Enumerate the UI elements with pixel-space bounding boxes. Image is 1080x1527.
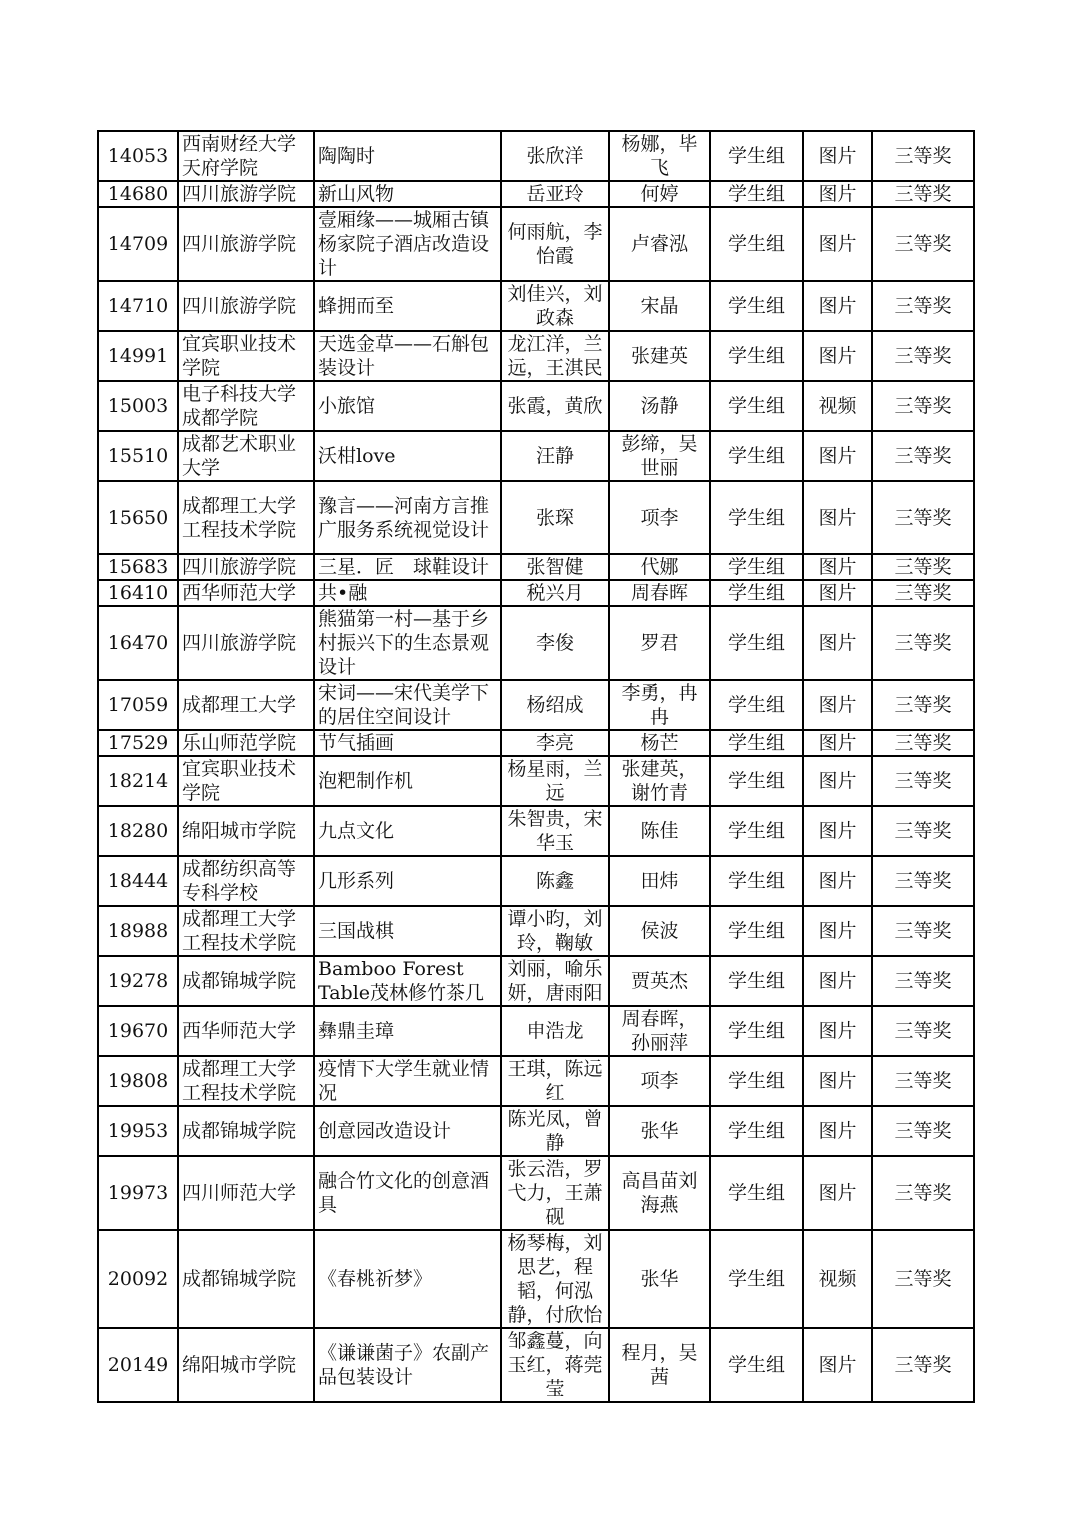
work-title-cell: 创意园改造设计	[314, 1106, 501, 1156]
work-title-cell: 宋词——宋代美学下的居住空间设计	[314, 680, 501, 730]
author-names-cell: 杨绍成	[501, 680, 609, 730]
school-name-cell: 成都锦城学院	[178, 1230, 314, 1328]
school-name-cell: 成都理工大学工程技术学院	[178, 906, 314, 956]
school-name-cell: 四川旅游学院	[178, 281, 314, 331]
award-level-cell: 三等奖	[872, 1156, 974, 1230]
award-level-cell: 三等奖	[872, 1056, 974, 1106]
entry-id-cell: 19953	[98, 1106, 178, 1156]
award-level-cell: 三等奖	[872, 580, 974, 606]
group-category-cell: 学生组	[710, 806, 803, 856]
group-category-cell: 学生组	[710, 1006, 803, 1056]
work-title-cell: 节气插画	[314, 730, 501, 756]
group-category-cell: 学生组	[710, 906, 803, 956]
advisor-names-cell: 何婷	[609, 181, 710, 207]
entry-id-cell: 17059	[98, 680, 178, 730]
author-names-cell: 张智健	[501, 554, 609, 580]
author-names-cell: 朱智贵，宋华玉	[501, 806, 609, 856]
school-name-cell: 四川旅游学院	[178, 181, 314, 207]
author-names-cell: 刘丽，喻乐妍，唐雨阳	[501, 956, 609, 1006]
group-category-cell: 学生组	[710, 181, 803, 207]
author-names-cell: 张欣洋	[501, 131, 609, 181]
school-name-cell: 绵阳城市学院	[178, 1328, 314, 1402]
work-type-cell: 图片	[803, 207, 872, 281]
award-level-cell: 三等奖	[872, 680, 974, 730]
school-name-cell: 成都理工大学工程技术学院	[178, 1056, 314, 1106]
group-category-cell: 学生组	[710, 554, 803, 580]
entry-id-cell: 14709	[98, 207, 178, 281]
entry-id-cell: 19973	[98, 1156, 178, 1230]
school-name-cell: 成都理工大学	[178, 680, 314, 730]
entry-id-cell: 20092	[98, 1230, 178, 1328]
award-level-cell: 三等奖	[872, 481, 974, 554]
author-names-cell: 陈鑫	[501, 856, 609, 906]
entry-id-cell: 20149	[98, 1328, 178, 1402]
work-title-cell: 新山风物	[314, 181, 501, 207]
work-title-cell: Bamboo Forest Table茂林修竹茶几	[314, 956, 501, 1006]
author-names-cell: 何雨航，李怡霞	[501, 207, 609, 281]
work-type-cell: 图片	[803, 606, 872, 680]
table-row	[98, 680, 974, 730]
group-category-cell: 学生组	[710, 580, 803, 606]
award-level-cell: 三等奖	[872, 856, 974, 906]
entry-id-cell: 14991	[98, 331, 178, 381]
work-type-cell: 图片	[803, 730, 872, 756]
school-name-cell: 西华师范大学	[178, 1006, 314, 1056]
work-title-cell: 蜂拥而至	[314, 281, 501, 331]
group-category-cell: 学生组	[710, 1106, 803, 1156]
entry-id-cell: 15003	[98, 381, 178, 431]
entry-id-cell: 14680	[98, 181, 178, 207]
author-names-cell: 陈光凤，曾静	[501, 1106, 609, 1156]
entry-id-cell: 15650	[98, 481, 178, 554]
author-names-cell: 刘佳兴，刘政森	[501, 281, 609, 331]
entry-id-cell: 19278	[98, 956, 178, 1006]
author-names-cell: 李亮	[501, 730, 609, 756]
work-title-cell: 陶陶时	[314, 131, 501, 181]
group-category-cell: 学生组	[710, 680, 803, 730]
work-type-cell: 图片	[803, 806, 872, 856]
school-name-cell: 成都纺织高等专科学校	[178, 856, 314, 906]
table-row	[98, 207, 974, 281]
entry-id-cell: 19808	[98, 1056, 178, 1106]
award-table-body	[98, 131, 974, 1402]
work-type-cell: 图片	[803, 181, 872, 207]
group-category-cell: 学生组	[710, 756, 803, 806]
work-title-cell: 壹厢缘——城厢古镇杨家院子酒店改造设计	[314, 207, 501, 281]
author-names-cell: 张云浩，罗弋力，王萧砚	[501, 1156, 609, 1230]
award-level-cell: 三等奖	[872, 131, 974, 181]
advisor-names-cell: 杨芒	[609, 730, 710, 756]
work-type-cell: 图片	[803, 1056, 872, 1106]
advisor-names-cell: 贾英杰	[609, 956, 710, 1006]
table-row	[98, 481, 974, 554]
group-category-cell: 学生组	[710, 1328, 803, 1402]
work-type-cell: 图片	[803, 680, 872, 730]
entry-id-cell: 14710	[98, 281, 178, 331]
work-type-cell: 图片	[803, 956, 872, 1006]
table-row	[98, 856, 974, 906]
award-level-cell: 三等奖	[872, 1230, 974, 1328]
table-row	[98, 806, 974, 856]
author-names-cell: 税兴月	[501, 580, 609, 606]
work-title-cell: 沃柑love	[314, 431, 501, 481]
table-row	[98, 1006, 974, 1056]
entry-id-cell: 15683	[98, 554, 178, 580]
entry-id-cell: 17529	[98, 730, 178, 756]
group-category-cell: 学生组	[710, 207, 803, 281]
work-type-cell: 图片	[803, 554, 872, 580]
author-names-cell: 申浩龙	[501, 1006, 609, 1056]
school-name-cell: 乐山师范学院	[178, 730, 314, 756]
table-row	[98, 381, 974, 431]
work-title-cell: 几形系列	[314, 856, 501, 906]
author-names-cell: 岳亚玲	[501, 181, 609, 207]
entry-id-cell: 19670	[98, 1006, 178, 1056]
work-type-cell: 图片	[803, 281, 872, 331]
group-category-cell: 学生组	[710, 331, 803, 381]
advisor-names-cell: 杨娜，毕飞	[609, 131, 710, 181]
author-names-cell: 汪静	[501, 431, 609, 481]
award-level-cell: 三等奖	[872, 381, 974, 431]
advisor-names-cell: 周春晖	[609, 580, 710, 606]
table-row	[98, 1106, 974, 1156]
school-name-cell: 四川旅游学院	[178, 606, 314, 680]
work-type-cell: 图片	[803, 1156, 872, 1230]
table-row	[98, 1328, 974, 1402]
award-level-cell: 三等奖	[872, 806, 974, 856]
group-category-cell: 学生组	[710, 381, 803, 431]
table-row	[98, 730, 974, 756]
work-type-cell: 图片	[803, 906, 872, 956]
school-name-cell: 成都锦城学院	[178, 1106, 314, 1156]
award-level-cell: 三等奖	[872, 207, 974, 281]
work-title-cell: 豫言——河南方言推广服务系统视觉设计	[314, 481, 501, 554]
table-row	[98, 580, 974, 606]
school-name-cell: 成都锦城学院	[178, 956, 314, 1006]
advisor-names-cell: 彭缔，吴世丽	[609, 431, 710, 481]
work-type-cell: 图片	[803, 856, 872, 906]
table-row	[98, 606, 974, 680]
entry-id-cell: 15510	[98, 431, 178, 481]
group-category-cell: 学生组	[710, 606, 803, 680]
work-title-cell: 熊猫第一村—基于乡村振兴下的生态景观设计	[314, 606, 501, 680]
advisor-names-cell: 周春晖，孙丽萍	[609, 1006, 710, 1056]
award-level-cell: 三等奖	[872, 1006, 974, 1056]
award-level-cell: 三等奖	[872, 1106, 974, 1156]
table-row	[98, 181, 974, 207]
school-name-cell: 电子科技大学成都学院	[178, 381, 314, 431]
table-row	[98, 1056, 974, 1106]
table-row	[98, 956, 974, 1006]
group-category-cell: 学生组	[710, 281, 803, 331]
author-names-cell: 张琛	[501, 481, 609, 554]
award-level-cell: 三等奖	[872, 1328, 974, 1402]
work-type-cell: 视频	[803, 1230, 872, 1328]
work-title-cell: 共•融	[314, 580, 501, 606]
table-row	[98, 131, 974, 181]
work-type-cell: 图片	[803, 1106, 872, 1156]
award-level-cell: 三等奖	[872, 606, 974, 680]
author-names-cell: 杨琴梅，刘思艺，程韬，何泓静，付欣怡	[501, 1230, 609, 1328]
work-type-cell: 图片	[803, 580, 872, 606]
advisor-names-cell: 项李	[609, 1056, 710, 1106]
advisor-names-cell: 罗君	[609, 606, 710, 680]
author-names-cell: 邹鑫蔓，向玉红，蒋莞莹	[501, 1328, 609, 1402]
work-title-cell: 小旅馆	[314, 381, 501, 431]
author-names-cell: 张霞，黄欣	[501, 381, 609, 431]
award-level-cell: 三等奖	[872, 181, 974, 207]
group-category-cell: 学生组	[710, 856, 803, 906]
school-name-cell: 宜宾职业技术学院	[178, 756, 314, 806]
work-title-cell: 天选金草——石斛包装设计	[314, 331, 501, 381]
author-names-cell: 杨星雨，兰远	[501, 756, 609, 806]
author-names-cell: 龙江洋，兰远，王淇民	[501, 331, 609, 381]
work-title-cell: 九点文化	[314, 806, 501, 856]
group-category-cell: 学生组	[710, 1230, 803, 1328]
group-category-cell: 学生组	[710, 481, 803, 554]
table-row	[98, 1230, 974, 1328]
group-category-cell: 学生组	[710, 131, 803, 181]
advisor-names-cell: 陈佳	[609, 806, 710, 856]
advisor-names-cell: 卢睿泓	[609, 207, 710, 281]
entry-id-cell: 16410	[98, 580, 178, 606]
school-name-cell: 四川旅游学院	[178, 554, 314, 580]
entry-id-cell: 18280	[98, 806, 178, 856]
award-level-cell: 三等奖	[872, 554, 974, 580]
work-type-cell: 图片	[803, 431, 872, 481]
advisor-names-cell: 张建英，谢竹青	[609, 756, 710, 806]
work-type-cell: 视频	[803, 381, 872, 431]
table-row	[98, 331, 974, 381]
work-title-cell: 疫情下大学生就业情况	[314, 1056, 501, 1106]
work-type-cell: 图片	[803, 481, 872, 554]
table-row	[98, 906, 974, 956]
work-title-cell: 融合竹文化的创意酒具	[314, 1156, 501, 1230]
author-names-cell: 王琪，陈远红	[501, 1056, 609, 1106]
entry-id-cell: 14053	[98, 131, 178, 181]
work-title-cell: 彝鼎圭璋	[314, 1006, 501, 1056]
work-title-cell: 《谦谦菌子》农副产品包装设计	[314, 1328, 501, 1402]
group-category-cell: 学生组	[710, 431, 803, 481]
advisor-names-cell: 汤静	[609, 381, 710, 431]
award-level-cell: 三等奖	[872, 756, 974, 806]
school-name-cell: 四川旅游学院	[178, 207, 314, 281]
school-name-cell: 成都艺术职业大学	[178, 431, 314, 481]
advisor-names-cell: 李勇，冉冉	[609, 680, 710, 730]
school-name-cell: 西南财经大学天府学院	[178, 131, 314, 181]
group-category-cell: 学生组	[710, 1056, 803, 1106]
work-title-cell: 《春桃祈梦》	[314, 1230, 501, 1328]
work-type-cell: 图片	[803, 131, 872, 181]
work-title-cell: 三国战棋	[314, 906, 501, 956]
advisor-names-cell: 程月，吴茜	[609, 1328, 710, 1402]
school-name-cell: 宜宾职业技术学院	[178, 331, 314, 381]
award-level-cell: 三等奖	[872, 431, 974, 481]
table-row	[98, 281, 974, 331]
work-type-cell: 图片	[803, 1328, 872, 1402]
award-level-cell: 三等奖	[872, 331, 974, 381]
entry-id-cell: 16470	[98, 606, 178, 680]
award-level-cell: 三等奖	[872, 906, 974, 956]
table-row	[98, 554, 974, 580]
advisor-names-cell: 高昌苗刘海燕	[609, 1156, 710, 1230]
group-category-cell: 学生组	[710, 956, 803, 1006]
work-title-cell: 三星．匠 球鞋设计	[314, 554, 501, 580]
work-type-cell: 图片	[803, 331, 872, 381]
school-name-cell: 成都理工大学工程技术学院	[178, 481, 314, 554]
advisor-names-cell: 代娜	[609, 554, 710, 580]
award-list-sheet	[97, 130, 975, 1403]
award-level-cell: 三等奖	[872, 730, 974, 756]
award-table	[97, 130, 975, 1403]
school-name-cell: 四川师范大学	[178, 1156, 314, 1230]
advisor-names-cell: 侯波	[609, 906, 710, 956]
work-title-cell: 泡粑制作机	[314, 756, 501, 806]
advisor-names-cell: 田炜	[609, 856, 710, 906]
advisor-names-cell: 项李	[609, 481, 710, 554]
advisor-names-cell: 宋晶	[609, 281, 710, 331]
author-names-cell: 谭小昀，刘玲，鞠敏	[501, 906, 609, 956]
award-level-cell: 三等奖	[872, 956, 974, 1006]
group-category-cell: 学生组	[710, 730, 803, 756]
school-name-cell: 绵阳城市学院	[178, 806, 314, 856]
award-level-cell: 三等奖	[872, 281, 974, 331]
table-row	[98, 1156, 974, 1230]
advisor-names-cell: 张华	[609, 1230, 710, 1328]
entry-id-cell: 18988	[98, 906, 178, 956]
entry-id-cell: 18444	[98, 856, 178, 906]
entry-id-cell: 18214	[98, 756, 178, 806]
table-row	[98, 431, 974, 481]
advisor-names-cell: 张华	[609, 1106, 710, 1156]
work-type-cell: 图片	[803, 1006, 872, 1056]
group-category-cell: 学生组	[710, 1156, 803, 1230]
table-row	[98, 756, 974, 806]
school-name-cell: 西华师范大学	[178, 580, 314, 606]
work-type-cell: 图片	[803, 756, 872, 806]
author-names-cell: 李俊	[501, 606, 609, 680]
advisor-names-cell: 张建英	[609, 331, 710, 381]
